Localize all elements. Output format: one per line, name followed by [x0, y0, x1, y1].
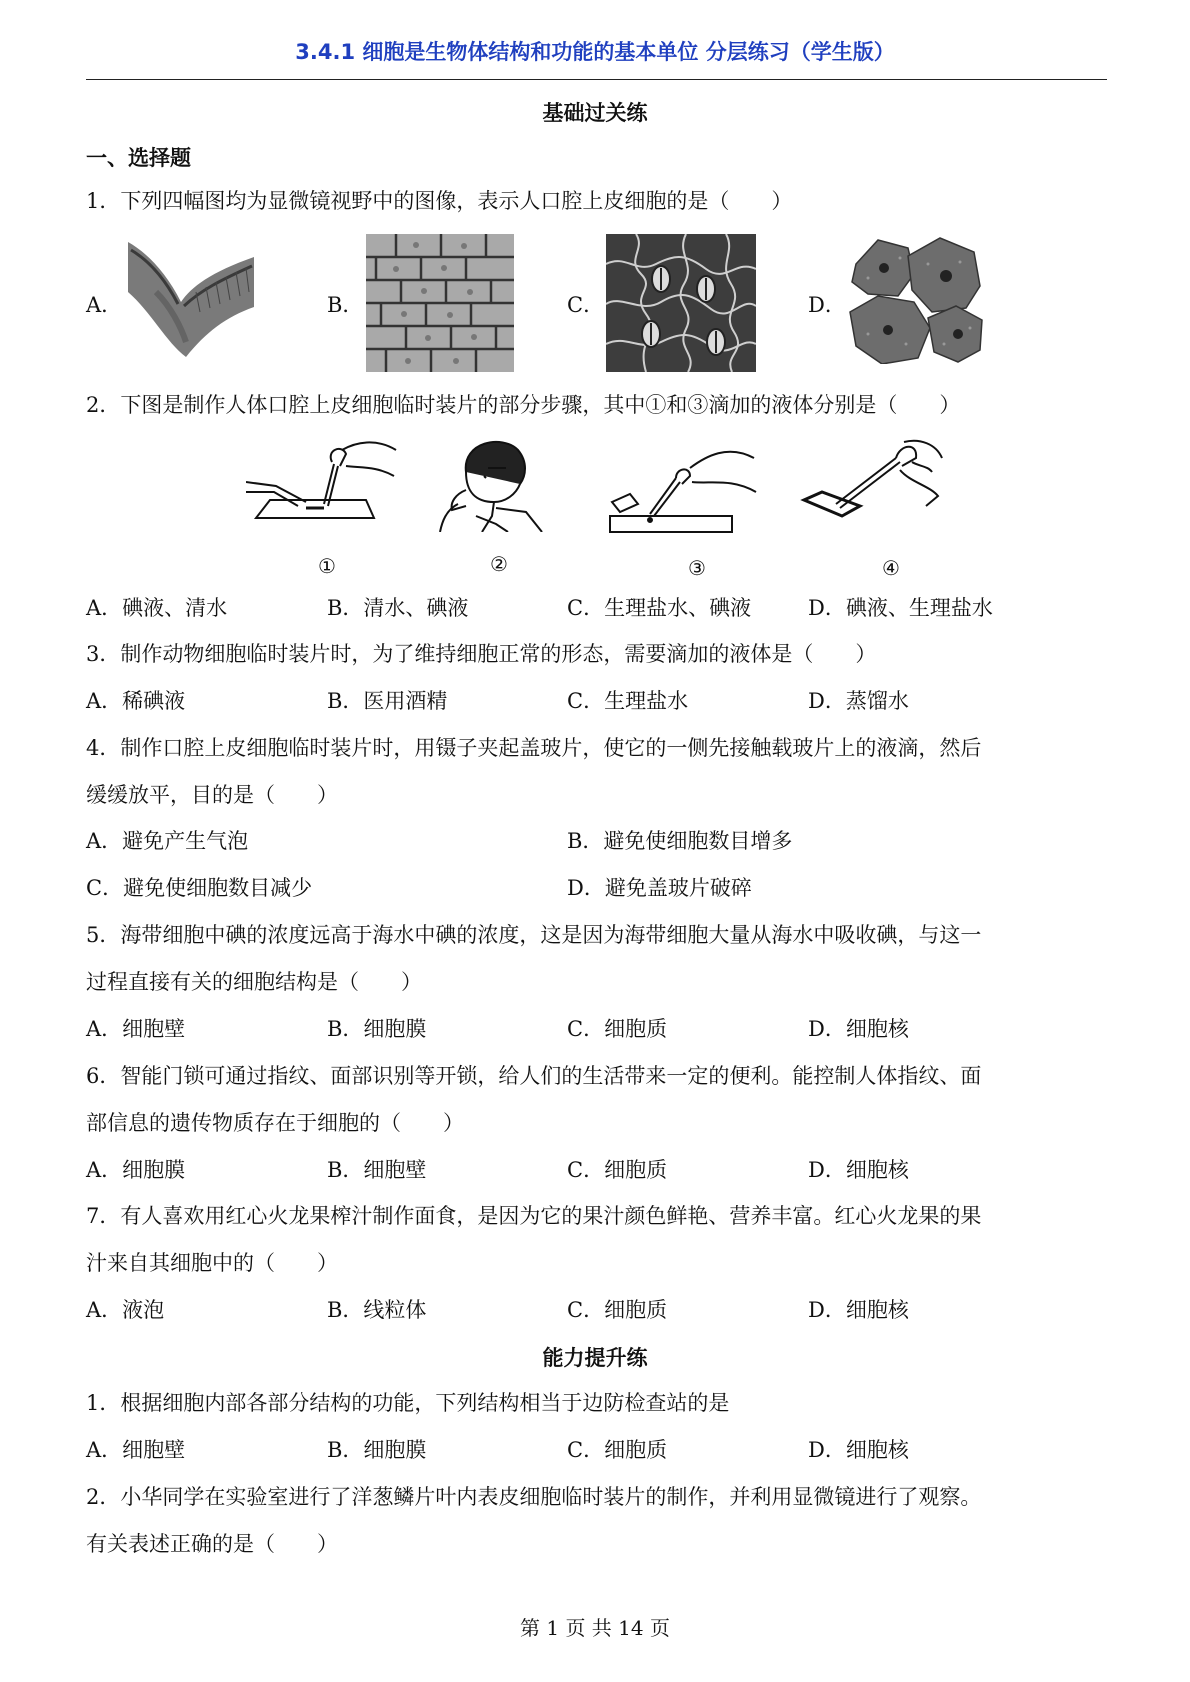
- header-divider: [86, 79, 1107, 80]
- part-choice-title: 一、选择题: [86, 146, 191, 170]
- q3-stem: 3．制作动物细胞临时装片时，为了维持细胞正常的形态，需要滴加的液体是（ ）: [86, 642, 877, 666]
- q6-option-a: A．细胞膜: [86, 1158, 186, 1182]
- q6-option-d: D．细胞核: [808, 1158, 909, 1182]
- q1-label-d: D．: [808, 293, 846, 317]
- adv-q2-stem-line2: 有关表述正确的是（ ）: [86, 1532, 338, 1556]
- adv-q1-stem: 1．根据细胞内部各部分结构的功能，下列结构相当于边防检查站的是: [86, 1391, 730, 1415]
- q3-option-c: C．生理盐水: [567, 689, 689, 713]
- q4-stem-line1: 4．制作口腔上皮细胞临时装片时，用镊子夹起盖玻片，使它的一侧先接触载玻片上的液滴，然后: [86, 736, 982, 760]
- step-stain-illustration: [800, 436, 950, 532]
- q5-option-b: B．细胞膜: [327, 1017, 427, 1041]
- q5-stem-line1: 5．海带细胞中碘的浓度远高于海水中碘的浓度，这是因为海带细胞大量从海水中吸收碘，与这一: [86, 923, 982, 947]
- q1-stem: 1．下列四幅图均为显微镜视野中的图像，表示人口腔上皮细胞的是（ ）: [86, 189, 793, 213]
- q4-option-b: B．避免使细胞数目增多: [567, 829, 793, 853]
- q6-option-b: B．细胞壁: [327, 1158, 427, 1182]
- step-rinse-mouth-illustration: [436, 432, 546, 532]
- document-title: 3.4.1 细胞是生物体结构和功能的基本单位 分层练习（学生版）: [295, 40, 895, 64]
- section-basic-title: 基础过关练: [542, 101, 648, 125]
- q2-option-b: B．清水、碘液: [327, 596, 469, 620]
- q2-option-a: A．碘液、清水: [86, 596, 228, 620]
- step-drop-liquid-illustration: [246, 436, 406, 530]
- q2-option-d: D．碘液、生理盐水: [808, 596, 993, 620]
- step-3-label: ③: [688, 556, 706, 580]
- cheek-cell-micrograph-image: [848, 234, 984, 364]
- step-1-label: ①: [318, 554, 336, 578]
- onion-cell-micrograph-image: [366, 234, 514, 372]
- q3-option-b: B．医用酒精: [327, 689, 448, 713]
- q7-option-a: A．液泡: [86, 1298, 165, 1322]
- q1-label-b: B．: [327, 293, 364, 317]
- q1-label-a: A．: [86, 293, 123, 317]
- q5-stem-line2: 过程直接有关的细胞结构是（ ）: [86, 970, 422, 994]
- adv-q1-option-c: C．细胞质: [567, 1438, 668, 1462]
- q6-stem-line1: 6．智能门锁可通过指纹、面部识别等开锁，给人们的生活带来一定的便利。能控制人体指纹、面: [86, 1064, 982, 1088]
- q7-stem-line1: 7．有人喜欢用红心火龙果榨汁制作面食，是因为它的果汁颜色鲜艳、营养丰富。红心火龙果的果: [86, 1204, 982, 1228]
- tissue-micrograph-image: [126, 232, 256, 362]
- step-4-label: ④: [882, 556, 900, 580]
- section-advanced-title: 能力提升练: [542, 1346, 648, 1370]
- q1-label-c: C．: [567, 293, 605, 317]
- q4-stem-line2: 缓缓放平，目的是（ ）: [86, 783, 338, 807]
- q4-option-c: C．避免使细胞数目减少: [86, 876, 313, 900]
- q7-option-d: D．细胞核: [808, 1298, 909, 1322]
- q3-option-d: D．蒸馏水: [808, 689, 909, 713]
- step-2-label: ②: [490, 552, 508, 576]
- q5-option-c: C．细胞质: [567, 1017, 668, 1041]
- q3-option-a: A．稀碘液: [86, 689, 186, 713]
- q2-stem: 2．下图是制作人体口腔上皮细胞临时装片的部分步骤，其中①和③滴加的液体分别是（ ）: [86, 393, 961, 417]
- q7-option-c: C．细胞质: [567, 1298, 668, 1322]
- adv-q1-option-a: A．细胞壁: [86, 1438, 186, 1462]
- q4-option-d: D．避免盖玻片破碎: [567, 876, 752, 900]
- q5-option-d: D．细胞核: [808, 1017, 909, 1041]
- stomata-micrograph-image: [606, 234, 756, 372]
- q5-option-a: A．细胞壁: [86, 1017, 186, 1041]
- q7-stem-line2: 汁来自其细胞中的（ ）: [86, 1251, 338, 1275]
- adv-q1-option-b: B．细胞膜: [327, 1438, 427, 1462]
- page-number-footer: 第 1 页 共 14 页: [520, 1616, 670, 1640]
- q2-option-c: C．生理盐水、碘液: [567, 596, 752, 620]
- adv-q1-option-d: D．细胞核: [808, 1438, 909, 1462]
- adv-q2-stem-line1: 2．小华同学在实验室进行了洋葱鳞片叶内表皮细胞临时装片的制作，并利用显微镜进行了观察。: [86, 1485, 982, 1509]
- step-drop-saline-illustration: [606, 438, 766, 538]
- q6-option-c: C．细胞质: [567, 1158, 668, 1182]
- q4-option-a: A．避免产生气泡: [86, 829, 249, 853]
- q6-stem-line2: 部信息的遗传物质存在于细胞的（ ）: [86, 1111, 464, 1135]
- q7-option-b: B．线粒体: [327, 1298, 427, 1322]
